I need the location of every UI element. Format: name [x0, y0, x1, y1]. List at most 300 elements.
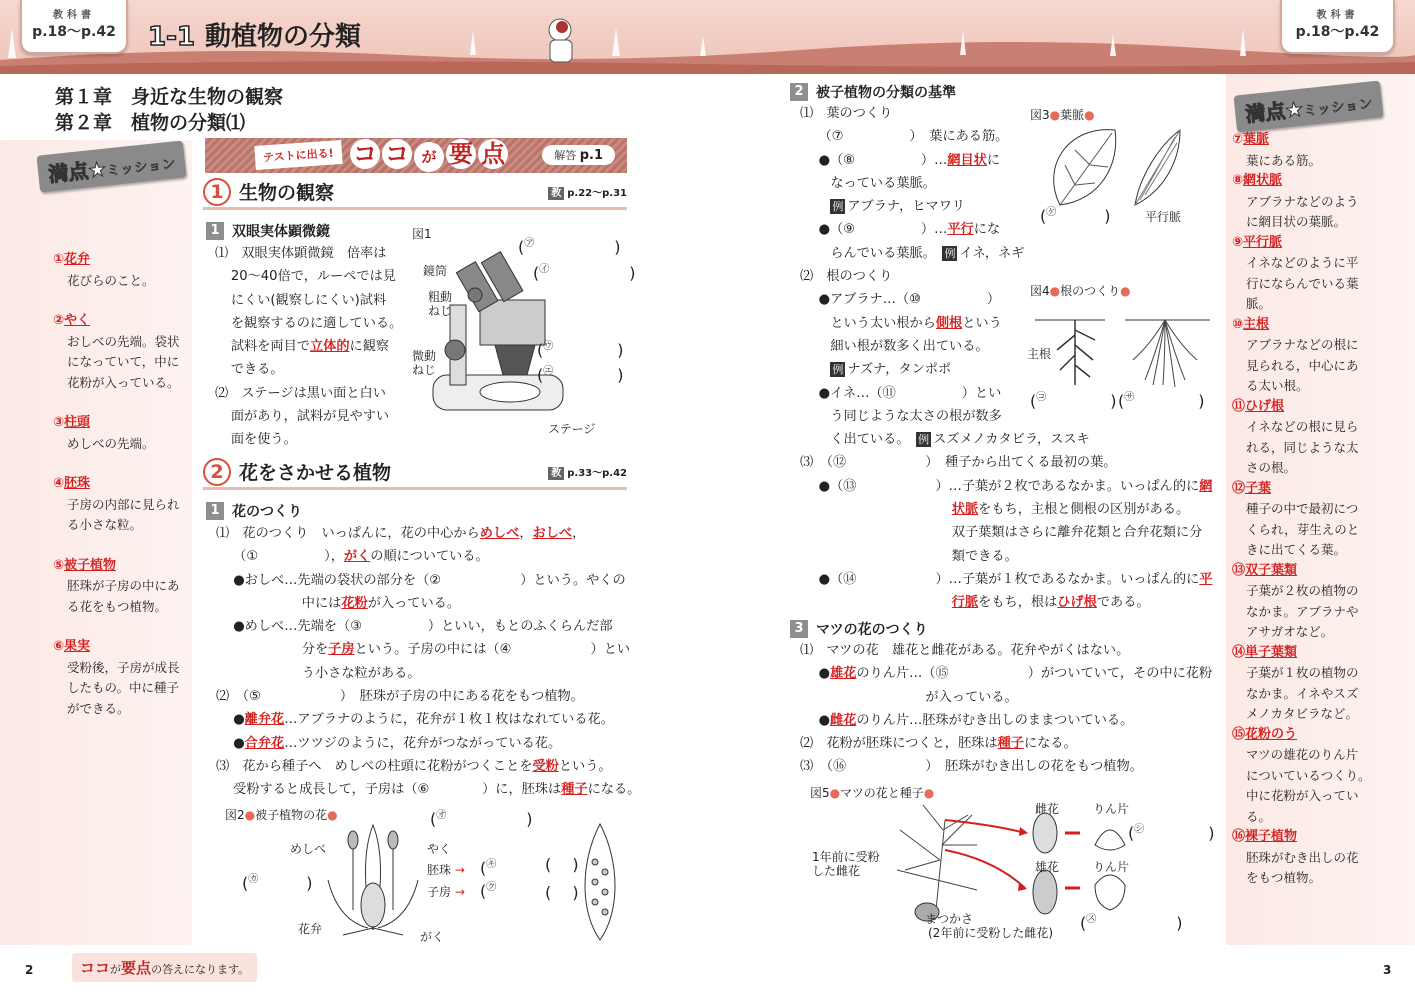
answer-term: 柱頭: [64, 415, 91, 430]
text-segment: にくい(観察しにくい)試料: [230, 292, 387, 308]
banner-title: [350, 139, 510, 172]
text-line: [800, 451, 1212, 474]
note-char: コ: [80, 959, 96, 977]
text-line: [800, 265, 1212, 288]
answer-description: 行にならんでいる葉: [1246, 275, 1359, 291]
label-pinecone: まつかさ: [925, 912, 974, 926]
fig-caption: 葉脈: [1060, 108, 1085, 122]
answer-description: なかま。アブラナや: [1246, 603, 1359, 619]
footer-note: [72, 953, 257, 982]
textbook-pages-badge-right: [1280, 0, 1395, 54]
figure-title: 図2●被子植物の花●: [225, 808, 338, 822]
subsection-header: [206, 501, 302, 521]
text-line: [800, 591, 1212, 614]
answer-title: [1232, 827, 1412, 848]
label-coarse: 粗動: [428, 290, 453, 304]
answer-term: 子葉: [1245, 480, 1272, 496]
answer-description: さの根。: [1246, 460, 1297, 475]
pine-text: [800, 639, 1212, 779]
subsection-number: 1: [206, 502, 224, 520]
subsection-title: 被子植物の分類の基準: [816, 85, 956, 101]
key-term: 立体的: [309, 339, 350, 355]
answer-title: [53, 311, 188, 332]
koko-ga-yoten-banner: [205, 138, 627, 173]
roots-illustration: [1035, 305, 1210, 390]
answer-description: 種子の中で最初につ: [1246, 501, 1359, 516]
text-segment: （⑦ ） 葉にある筋。: [818, 129, 1009, 145]
blank-label: ㋓: [543, 366, 554, 377]
text-segment: イネ，ネギ: [959, 245, 1025, 261]
answer-description: になっていて，中に: [67, 354, 180, 369]
blank-ki[interactable]: (㋖: [480, 858, 497, 878]
text-segment: という。子房の中には（④ ）とい: [354, 642, 631, 658]
figure-title: 図1: [412, 227, 432, 241]
title-char: が: [414, 142, 444, 172]
label-petal: 花弁: [298, 922, 323, 936]
label-scale: りん片: [1093, 802, 1130, 816]
subsection-header: [206, 221, 330, 241]
answer-term: 胚珠: [64, 476, 91, 491]
key-term: 行脈: [951, 595, 979, 611]
answer-title: [1232, 171, 1412, 192]
fig-num: 図3: [1030, 108, 1050, 122]
text-segment: ●: [233, 712, 245, 728]
section-title: 生物の観察: [239, 182, 335, 204]
fig-caption: 根のつくり: [1060, 284, 1121, 298]
answer-description: る。: [1246, 808, 1272, 824]
key-term: 離弁花: [244, 712, 285, 728]
label-female-flower: 雌花: [1035, 802, 1060, 816]
answer-description: 子房の内部に見られ: [67, 496, 180, 512]
key-term: 雄花: [829, 666, 857, 682]
answer-term: 葉脈: [1243, 132, 1270, 147]
subsection-title: 花のつくり: [232, 504, 302, 520]
answer-number: ⑤: [53, 557, 65, 573]
text-line: [216, 662, 640, 685]
text-segment: らんでいる葉脈。: [830, 245, 943, 261]
blank-ka[interactable]: (㋕ ): [242, 873, 313, 893]
blank-label: ㋘: [1046, 207, 1057, 218]
answer-number: ②: [53, 313, 65, 328]
key-term: 平: [1199, 571, 1213, 587]
page-title: [148, 16, 361, 53]
text-line: [215, 382, 402, 405]
text-segment: う小さな粒がある。: [301, 665, 421, 681]
text-segment: ●（⑬ ）…子葉が２枚であるなかま。いっぱん的に: [818, 478, 1200, 494]
answer-number: ⑮: [1232, 726, 1246, 742]
key-term: がく: [343, 549, 371, 565]
label-fine: 微動: [412, 349, 437, 363]
fig-num: 図2: [225, 808, 245, 822]
text-segment: にな: [973, 222, 1001, 238]
answer-page: p.1: [579, 148, 603, 163]
text-segment: 20〜40倍で，ルーペでは見: [230, 269, 396, 285]
text-segment: ●おしべ…先端の袋状の部分を（② ）という。やくの: [233, 572, 626, 588]
answer-title: [1232, 233, 1412, 254]
label-ovary: 子房 →: [427, 885, 465, 899]
answer-label: 解答: [554, 149, 577, 162]
text-segment: ⑵ ステージは黒い面と白い: [215, 385, 386, 401]
note-char: 要: [121, 959, 137, 977]
blank-sa[interactable]: (㋚ ): [1118, 391, 1205, 411]
blank-ke[interactable]: (㋘ ): [1040, 206, 1111, 226]
text-line: [800, 709, 1212, 732]
example-icon: 例: [918, 433, 930, 447]
label-main-root: 主根: [1027, 347, 1052, 361]
text-line: [800, 428, 1212, 451]
text-segment: ●: [818, 666, 830, 682]
label-pollinated: 1年前に受粉: [812, 850, 880, 864]
text-line: [216, 755, 640, 778]
text-line: [800, 755, 1212, 778]
answer-number: ⑩: [1232, 316, 1244, 332]
text-segment: 中には: [301, 595, 342, 611]
blank-label: ㋐: [524, 238, 535, 249]
answer-description: なかま。イネやスズ: [1246, 685, 1359, 701]
text-segment: ，: [519, 526, 533, 541]
text-segment: をもち，根は: [978, 595, 1058, 611]
answer-number: ⑦: [1232, 132, 1244, 147]
text-segment: をもち，主根と側根の区別がある。: [978, 502, 1190, 518]
answer-description: おしべの先端。袋状: [67, 333, 180, 349]
answer-number: ⑧: [1232, 173, 1244, 188]
blank-label: ㋒: [543, 341, 554, 352]
answer-description: アサガオなど。: [1246, 624, 1334, 639]
answer-term: 網状脈: [1243, 173, 1283, 188]
text-line: [216, 708, 640, 731]
text-line: [216, 638, 640, 661]
answer-description: る太い根。: [1246, 378, 1309, 393]
mission-text: ミッション: [1302, 96, 1374, 120]
key-term: 網: [1199, 478, 1213, 494]
text-segment: 面があり，試料が見やすい: [230, 409, 390, 425]
fig-num: 図5: [810, 786, 830, 800]
text-line: [215, 289, 402, 312]
key-term: 側根: [935, 315, 963, 331]
blank-label: ㋚: [1124, 392, 1135, 403]
answer-description: についているつくり。: [1246, 767, 1371, 783]
text-line: [800, 242, 1212, 265]
key-term: 受粉: [532, 758, 559, 774]
answer-description: 受粉後，子房が成長: [67, 659, 180, 675]
answer-title: [53, 556, 188, 577]
title-text: 動植物の分類: [204, 22, 361, 52]
key-term: 雌花: [829, 712, 857, 728]
text-segment: に観察: [349, 339, 390, 355]
text-segment: が入っている。: [925, 689, 1018, 705]
answer-description: くられ，芽生えのと: [1246, 521, 1360, 537]
text-segment: ●（⑨ ）…: [818, 222, 948, 238]
subsection-number: 3: [790, 620, 808, 638]
text-segment: という太い根から: [830, 315, 936, 331]
blank-ku[interactable]: (㋗: [480, 881, 497, 901]
answer-description: 花びらのこと。: [67, 272, 155, 288]
answer-item: [53, 556, 188, 618]
section-header: [203, 456, 627, 490]
answer-title: [1232, 561, 1412, 582]
blank-su[interactable]: (㋜ ): [1080, 913, 1183, 933]
label-parallel-veins: 平行脈: [1145, 210, 1182, 224]
text-line: [216, 732, 640, 755]
answer-item: [53, 250, 188, 291]
subsection-title: マツの花のつくり: [816, 622, 928, 638]
key-term: 種子: [561, 782, 588, 798]
mission-text: 満点: [1244, 98, 1287, 127]
mission-text: ミッション: [105, 156, 177, 180]
key-term: 状脈: [951, 502, 979, 518]
answer-term: やく: [64, 313, 91, 328]
text-line: [800, 568, 1212, 591]
answer-title: [1232, 643, 1412, 664]
text-segment: 細い根が数多く出ている。: [830, 338, 989, 354]
text-segment: ⑵ 花粉が胚珠につくと，胚珠は: [800, 736, 998, 752]
answer-term: 被子植物: [64, 557, 117, 573]
answer-number: ⑫: [1232, 480, 1246, 496]
text-segment: できる。: [230, 362, 284, 378]
answer-description: きに出てくる葉。: [1246, 542, 1347, 557]
answer-number: ⑨: [1232, 234, 1244, 250]
book-icon: 教: [548, 467, 564, 480]
blank-shi[interactable]: (㋛ ): [1128, 823, 1215, 843]
text-segment: （① ），: [233, 549, 344, 565]
answer-item: [1232, 315, 1412, 397]
page-number-right: 3: [1383, 963, 1392, 977]
label-coarse: ねじ: [428, 304, 453, 318]
note-char: コ: [95, 959, 111, 977]
blank-label: ㋖: [486, 859, 497, 870]
answer-item: [1232, 171, 1412, 233]
label-text: 子房: [427, 885, 452, 899]
flower-cross-section: [318, 820, 428, 940]
answer-number: ④: [53, 476, 65, 491]
text-segment: ⑴ 花のつくり いっぱんに，花の中心から: [216, 526, 480, 541]
subsection-title: 双眼実体顕微鏡: [232, 224, 330, 240]
bracket: ( ): [545, 883, 579, 902]
answer-ref[interactable]: [542, 145, 615, 165]
text-line: [216, 522, 640, 545]
answer-description: 子葉が１枚の植物の: [1246, 665, 1359, 680]
text-segment: う同じような太さの根が数多: [830, 408, 1002, 424]
answer-description: 胚珠がむき出しの花: [1246, 849, 1359, 865]
example-icon: 例: [832, 200, 844, 214]
title-char: コ: [350, 139, 380, 169]
answer-term: 平行脈: [1243, 234, 1283, 250]
blank-label: ㋕: [248, 874, 259, 885]
text-line: [216, 615, 640, 638]
text-line: [800, 521, 1212, 544]
chapter-title: 第１章 身近な生物の観察: [55, 86, 284, 108]
answer-title: [1232, 479, 1412, 500]
section1-text: [215, 242, 402, 452]
textbook-ref: [548, 464, 627, 479]
text-segment: になる。: [587, 782, 641, 798]
key-term: おしべ: [532, 526, 573, 541]
label-male-flower: 雄花: [1035, 860, 1060, 874]
text-line: [216, 592, 640, 615]
text-line: [216, 778, 640, 801]
fig-num: 図4: [1030, 284, 1050, 298]
fig-caption: マツの花と種子: [840, 786, 924, 800]
left-sidebar-answers: [53, 250, 188, 739]
text-segment: 受粉すると成長して，子房は（⑥ ）に，胚珠は: [233, 782, 562, 798]
note-char: 点: [136, 959, 152, 977]
text-segment: ⑴ 双眼実体顕微鏡 倍率は: [215, 246, 387, 261]
answer-item: [1232, 725, 1412, 828]
answer-description: 子葉が２枚の植物の: [1246, 583, 1359, 598]
blank-u[interactable]: (㋒ ): [537, 340, 624, 360]
answer-description: に網目状の葉脈。: [1246, 214, 1347, 229]
text-segment: になる。: [1023, 736, 1077, 752]
answer-description: マツの雄花のりん片: [1246, 747, 1359, 762]
text-segment: ⑴ マツの花 雄花と雌花がある。花弁やがくはない。: [800, 643, 1130, 658]
answer-description: 花粉が入っている。: [67, 374, 180, 390]
mission-text: 満点: [47, 158, 90, 187]
text-segment: ●めしべ…先端を（③ ）といい，もとのふくらんだ部: [233, 619, 613, 635]
blank-e[interactable]: (㋓ ): [537, 365, 624, 385]
answer-term: 花粉のう: [1245, 726, 1298, 742]
figure-title: 図4●根のつくり●: [1030, 284, 1131, 298]
subsection-number: 2: [790, 83, 808, 101]
textbook-ref: [548, 184, 627, 199]
answer-description: イネなどの根に見ら: [1246, 419, 1359, 434]
answer-title: [1232, 130, 1412, 151]
answer-item: [53, 474, 188, 536]
answer-number: ⑪: [1232, 398, 1246, 414]
section2-text: [216, 522, 640, 802]
text-segment: スズメノカタビラ，ススキ: [933, 432, 1090, 448]
blank-ko[interactable]: (㋙ ): [1030, 391, 1117, 411]
key-term: ひげ根: [1057, 595, 1097, 611]
text-line: [216, 685, 640, 708]
text-segment: 面を使う。: [230, 432, 297, 448]
blank-o[interactable]: (㋔ ): [430, 809, 533, 829]
ref-pages: p.33〜p.42: [567, 468, 627, 479]
blank-i[interactable]: (㋑ ): [533, 263, 636, 283]
key-term: 平行: [947, 222, 974, 238]
text-segment: ⑴ 葉のつくり: [800, 106, 893, 121]
label-pinecone: (2年前に受粉した雌花): [928, 926, 1053, 940]
figure-title: 図3●葉脈●: [1030, 108, 1095, 122]
text-segment: のりん片…（⑮ ）がついていて，その中に花粉: [856, 666, 1213, 682]
key-term: めしべ: [479, 526, 520, 541]
text-segment: ⑶ （⑯ ） 胚珠がむき出しの花をもつ植物。: [800, 759, 1143, 775]
text-segment: ⑶ 花から種子へ めしべの柱頭に花粉がつくことを: [216, 758, 533, 774]
answer-number: ⑥: [53, 639, 65, 654]
text-segment: ●（⑧ ）…: [818, 152, 948, 168]
key-term: 網目状: [947, 152, 987, 168]
astronaut-icon: [549, 19, 572, 62]
answer-item: [1232, 397, 1412, 479]
right-sidebar-answers: [1232, 130, 1412, 889]
text-segment: アブラナ，ヒマワリ: [847, 199, 966, 215]
answer-description: めしべの先端。: [67, 435, 155, 451]
key-term: 花粉: [341, 595, 368, 611]
text-line: [215, 265, 402, 288]
text-segment: ●: [233, 735, 245, 751]
text-segment: を観察するのに適している。: [230, 315, 403, 331]
example-icon: 例: [832, 363, 844, 377]
answer-term: 花弁: [64, 252, 91, 267]
answer-title: [1232, 397, 1412, 418]
answer-title: [53, 474, 188, 495]
text-line: [800, 102, 1212, 125]
answer-description: アブラナなどの根に: [1246, 337, 1359, 352]
answer-term: 双子葉類: [1245, 562, 1298, 578]
text-line: [215, 428, 402, 451]
answer-title: [53, 250, 188, 271]
note-text: の答えになります。: [151, 963, 250, 976]
answer-term: 単子葉類: [1245, 644, 1298, 660]
text-segment: 試料を両目で: [230, 339, 310, 355]
key-term: 合弁花: [244, 735, 285, 751]
text-segment: という: [962, 315, 1002, 331]
answer-description: る小さな粒。: [67, 517, 143, 532]
book-icon: 教: [548, 187, 564, 200]
answer-description: 見られる，中心にあ: [1246, 357, 1359, 373]
text-line: [215, 405, 402, 428]
text-line: [216, 569, 640, 592]
test-tag: テストに出る!: [254, 140, 342, 170]
text-segment: である。: [1096, 595, 1150, 611]
blank-a[interactable]: (㋐ ): [518, 237, 621, 257]
ref-pages: p.22〜p.31: [567, 188, 627, 199]
title-number: 1-1: [148, 22, 195, 52]
answer-term: ひげ根: [1245, 398, 1285, 414]
key-term: 子房: [328, 642, 355, 658]
answer-title: [53, 637, 188, 658]
text-segment: …ツツジのように，花弁がつながっている花。: [284, 735, 562, 751]
text-line: [215, 312, 402, 335]
note-char: が: [110, 963, 122, 976]
answer-item: [1232, 233, 1412, 315]
text-segment: のりん片…胚珠がむき出しのままついている。: [856, 712, 1134, 728]
text-segment: く出ている。: [830, 432, 917, 448]
answer-description: イネなどのように平: [1246, 255, 1359, 270]
answer-number: ⑭: [1232, 644, 1246, 660]
answer-description: をもつ植物。: [1246, 870, 1322, 885]
answer-title: [1232, 725, 1412, 746]
label-pollinated: した雌花: [812, 864, 861, 878]
subsection-number: 1: [206, 222, 224, 240]
star-icon: ★: [1284, 96, 1305, 123]
label-scale: りん片: [1093, 860, 1130, 874]
text-line: [215, 358, 402, 381]
text-line: [215, 335, 402, 358]
text-segment: …アブラナのように，花弁が１枚１枚はなれている花。: [284, 712, 614, 728]
badge-label: 教科書: [1316, 10, 1359, 21]
text-line: [800, 545, 1212, 568]
badge-pages: p.18〜p.42: [32, 24, 116, 40]
answer-description: 脈。: [1246, 296, 1272, 311]
text-line: [216, 545, 640, 568]
text-segment: ●アブラナ…（⑩ ）: [818, 292, 1001, 308]
answer-number: ⑯: [1232, 829, 1246, 844]
answer-title: [1232, 315, 1412, 336]
label-fine: ねじ: [412, 363, 437, 377]
textbook-pages-badge: [20, 0, 128, 54]
answer-item: [1232, 130, 1412, 171]
answer-description: したもの。中に種子: [67, 680, 180, 695]
answer-description: 葉にある筋。: [1246, 152, 1322, 168]
figure-title: 図5●マツの花と種子●: [810, 786, 935, 800]
label-stage: ステージ: [548, 422, 596, 436]
blank-label: ㋙: [1036, 392, 1047, 403]
blank-label: ㋜: [1086, 914, 1097, 925]
text-segment: ●イネ…（⑪ ）とい: [818, 385, 1002, 401]
answer-number: ①: [53, 252, 65, 267]
text-line: [800, 475, 1212, 498]
text-segment: なっている葉脈。: [830, 175, 936, 191]
